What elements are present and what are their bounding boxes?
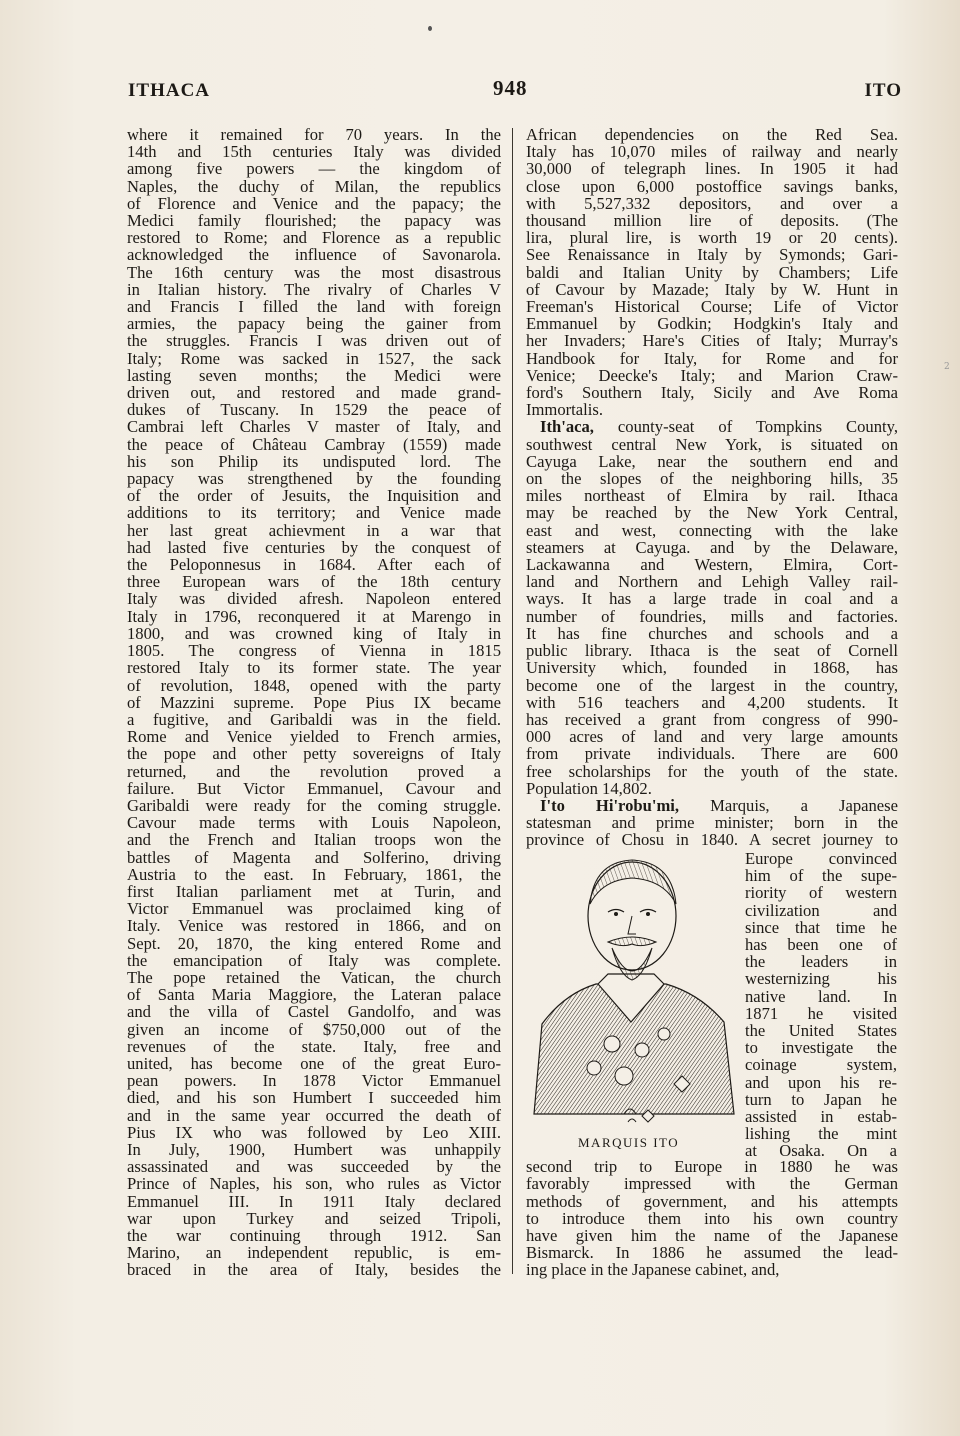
text-line: to introduce them into his own country xyxy=(526,1208,898,1228)
text-line: 30,000 of telegraph lines. In 1905 it had xyxy=(526,159,898,179)
text-line: Cambrai left Charles V master of Italy, and xyxy=(127,417,501,437)
text-line: ford's Southern Italy, Sicily and Ave Roma xyxy=(526,383,898,403)
text-line: returned, and the revolution proved a xyxy=(127,761,501,781)
text-line: methods of government, and his attempts xyxy=(526,1191,898,1211)
text-line: revenues of the state. Italy, free and xyxy=(127,1036,501,1056)
text-line: become one of the largest in the country, xyxy=(526,675,898,695)
text-line: Marquis, a Japanese xyxy=(679,795,898,815)
text-line: have given him the name of the Japanese xyxy=(526,1225,898,1245)
text-line: Cavour made terms with Louis Napoleon, xyxy=(127,813,501,833)
text-line: riority of western xyxy=(745,883,897,903)
text-line: free scholarships for the youth of the state. xyxy=(526,761,898,781)
text-line: among five powers — the kingdom of xyxy=(127,159,501,179)
text-line: united, has become one of the great Euro- xyxy=(127,1053,501,1073)
text-line: and the villa of Castel Gandolfo, and was xyxy=(127,1002,501,1022)
text-line: restored Italy to its former state. The year xyxy=(127,658,501,678)
text-line: Italy. Venice was restored in 1866, and on xyxy=(127,916,501,936)
text-line: and upon his re- xyxy=(745,1072,897,1092)
text-line: Population 14,802. xyxy=(526,778,652,798)
text-line: thousand million lire of deposits. (The xyxy=(526,211,898,231)
text-line: of Mazzini supreme. Pope Pius IX became xyxy=(127,692,501,712)
text-line: turn to Japan he xyxy=(745,1089,897,1109)
text-line: 1800, and was crowned king of Italy in xyxy=(127,623,501,643)
left-column xyxy=(127,126,501,1279)
marquis-ito-portrait xyxy=(524,844,738,1130)
text-line: war upon Turkey and seized Tripoli, xyxy=(127,1208,501,1228)
text-line: 1805. The congress of Vienna in 1815 xyxy=(127,641,501,661)
text-line: acknowledged the influence of Savonarola. xyxy=(127,245,501,265)
text-line: has been one of xyxy=(745,935,897,955)
text-line: the United States xyxy=(745,1021,897,1041)
text-line: It has fine churches and schools and a xyxy=(526,623,898,643)
text-line: the struggles. Francis I was driven out of xyxy=(127,331,501,351)
column-divider xyxy=(512,128,513,1274)
text-line: where it remained for 70 years. In the xyxy=(127,125,501,144)
text-line: University which, founded in 1868, has xyxy=(526,658,898,678)
text-line: statesman and prime minister; born in the xyxy=(526,813,898,833)
page-header xyxy=(128,78,902,106)
header-left-word: ITHACA xyxy=(128,80,211,101)
text-line: favorably impressed with the German xyxy=(526,1174,898,1194)
text-line: a fugitive, and Garibaldi was in the field. xyxy=(127,709,501,729)
text-line: Sept. 20, 1870, the king entered Rome and xyxy=(127,933,501,953)
text-line: on the slopes of the neighboring hills, 35 xyxy=(526,469,898,489)
text-line: at Osaka. On a xyxy=(745,1141,897,1161)
text-line: of Cavour by Mazade; Italy by W. Hunt in xyxy=(526,279,898,299)
text-line: Emmanuel III. In 1911 Italy declared xyxy=(127,1191,501,1211)
text-line: Immortalis. xyxy=(526,400,603,420)
text-line: with 5,527,332 depositors, and over a xyxy=(526,193,898,213)
text-line: civilization and xyxy=(745,900,897,920)
text-line: number of foundries, mills and factories. xyxy=(526,606,898,626)
text-line: southwest central New York, is situated on xyxy=(526,434,898,454)
text-line: the pope and other petty sovereigns of Italy xyxy=(127,744,501,764)
text-line: Pius IX who was followed by Leo XIII. xyxy=(127,1122,501,1142)
text-line: restored to Rome; and Florence as a republic xyxy=(127,228,501,248)
text-line: Venice; Deecke's Italy; and Marion Craw- xyxy=(526,365,898,385)
text-line: battles of Magenta and Solferino, driving xyxy=(127,847,501,867)
text-line: ing place in the Japanese cabinet, and, xyxy=(526,1260,780,1280)
text-line: Marino, an independent republic, is em- xyxy=(127,1243,501,1263)
text-line: coinage system, xyxy=(745,1055,897,1075)
ito-wrapped-text xyxy=(745,850,897,1160)
text-line: ways. It has a large trade in coal and a xyxy=(526,589,898,609)
text-line: Lackawanna and Western, Elmira, Cort- xyxy=(526,555,898,575)
text-line: baldi and Italian Unity by Chambers; Life xyxy=(526,262,898,282)
text-line: braced in the area of Italy, besides the xyxy=(127,1260,501,1280)
text-line: Rome and Venice yielded to French armies, xyxy=(127,727,501,747)
text-line: 14th and 15th centuries Italy was divided xyxy=(127,142,501,162)
text-line: province of Chosu in 1840. A secret journey to xyxy=(526,830,898,850)
text-line: county-seat of Tompkins County, xyxy=(593,417,898,437)
text-line: and Francis I filled the land with foreign xyxy=(127,297,501,317)
text-line: Naples, the duchy of Milan, the republics xyxy=(127,176,501,196)
text-line: Garibaldi were ready for the coming struggle. xyxy=(127,795,501,815)
text-line: of Santa Maria Maggiore, the Lateran palace xyxy=(127,985,501,1005)
portrait-caption: MARQUIS ITO xyxy=(578,1135,680,1150)
text-line: died, and his son Humbert I succeeded him xyxy=(127,1088,501,1108)
margin-mark: 2 xyxy=(944,362,950,372)
text-line: lira, plural lire, is worth 19 or 20 cents). xyxy=(526,228,898,248)
text-line: in Italian history. The rivalry of Charles V xyxy=(127,279,501,299)
text-line: the emancipation of Italy was complete. xyxy=(127,950,501,970)
text-line: and in the same year occurred the death of xyxy=(127,1105,501,1125)
text-line: Cayuga Lake, near the southern end and xyxy=(526,451,898,471)
header-right-word: ITO xyxy=(864,80,902,101)
text-line: three European wars of the 18th century xyxy=(127,572,501,592)
text-line: lasting seven months; the Medici were xyxy=(127,365,501,385)
text-line: close upon 6,000 postoffice savings banks, xyxy=(526,176,898,196)
text-line: has received a grant from congress of 990- xyxy=(526,709,898,729)
text-line: the peace of Château Cambray (1559) made xyxy=(127,434,501,454)
text-line: Europe convinced xyxy=(745,849,897,868)
text-line: failure. But Victor Emmanuel, Cavour and xyxy=(127,778,501,798)
text-line: 1871 he visited xyxy=(745,1003,897,1023)
text-line: Emmanuel by Godkin; Hodgkin's Italy and xyxy=(526,314,898,334)
text-line: him of the supe- xyxy=(745,866,897,886)
text-line: African dependencies on the Red Sea. xyxy=(526,125,898,144)
text-line: pean powers. In 1878 Victor Emmanuel xyxy=(127,1071,501,1091)
text-line: Italy was divided afresh. Napoleon entered xyxy=(127,589,501,609)
text-line: lishing the mint xyxy=(745,1124,897,1144)
text-line: dukes of Tuscany. In 1529 the peace of xyxy=(127,400,501,420)
text-line: land and Northern and Lehigh Valley rail- xyxy=(526,572,898,592)
text-line: assisted in estab- xyxy=(745,1107,897,1127)
text-line: 000 acres of land and very large amounts xyxy=(526,727,898,747)
text-line: of the order of Jesuits, the Inquisition and xyxy=(127,486,501,506)
text-line: given an income of $750,000 out of the xyxy=(127,1019,501,1039)
text-line: Italy has 10,070 miles of railway and nearly xyxy=(526,142,898,162)
text-line: papacy was strengthened by the founding xyxy=(127,469,501,489)
text-line: The 16th century was the most disastrous xyxy=(127,262,501,282)
text-line: Victor Emmanuel was proclaimed king of xyxy=(127,899,501,919)
text-line: Austria to the east. In February, 1861, the xyxy=(127,864,501,884)
text-line: Bismarck. In 1886 he assumed the lead- xyxy=(526,1243,898,1263)
text-line: since that time he xyxy=(745,917,897,937)
text-line: native land. In xyxy=(745,986,897,1006)
text-line: miles northeast of Elmira by rail. Ithaca xyxy=(526,486,898,506)
page-number: 948 xyxy=(493,76,528,100)
text-line: her Invaders; Hare's Cities of Italy; Murray's xyxy=(526,331,898,351)
text-line: Medici family flourished; the papacy was xyxy=(127,211,501,231)
text-line: the war continuing through 1912. San xyxy=(127,1226,501,1245)
ito-headword: I'to Hi'robu'mi, xyxy=(540,795,680,815)
text-line: In July, 1900, Humbert was unhappily xyxy=(127,1139,501,1159)
text-line: first Italian parliament met at Turin, and xyxy=(127,881,501,901)
text-line: of revolution, 1848, opened with the party xyxy=(127,675,501,695)
text-line: of Florence and Venice and the papacy; the xyxy=(127,193,501,213)
ithaca-entry-first-line xyxy=(526,418,898,435)
text-line: Freeman's Historical Course; Life of Victor xyxy=(526,297,898,317)
text-line: The pope retained the Vatican, the church xyxy=(127,967,501,987)
text-line: and the French and Italian troops won the xyxy=(127,830,501,850)
text-line: her last great achievment in a war that xyxy=(127,520,501,540)
ito-entry-first-line xyxy=(526,797,898,814)
text-line: second trip to Europe in 1880 he was xyxy=(526,1157,898,1177)
text-line: to investigate the xyxy=(745,1038,897,1058)
text-line: assassinated and was succeeded by the xyxy=(127,1157,501,1177)
text-line: from private individuals. There are 600 xyxy=(526,744,898,764)
text-line: may be reached by the New York Central, xyxy=(526,503,898,523)
text-line: public library. Ithaca is the seat of Cornell xyxy=(526,641,898,661)
ithaca-headword: Ith'aca, xyxy=(540,417,594,437)
ink-dot xyxy=(428,26,432,31)
text-line: See Renaissance in Italy by Symonds; Gari- xyxy=(526,245,898,265)
text-line: driven out, and restored and made grand- xyxy=(127,383,501,403)
text-line: the Peloponnesus in 1684. After each of xyxy=(127,555,501,575)
text-line: the leaders in xyxy=(745,952,897,972)
text-line: with 516 teachers and 4,200 students. It xyxy=(526,692,898,712)
text-line: armies, the papacy being the gainer from xyxy=(127,314,501,334)
text-line: additions to its territory; and Venice made xyxy=(127,503,501,523)
text-line: westernizing his xyxy=(745,969,897,989)
text-line: Italy in 1796, reconquered it at Marengo in xyxy=(127,606,501,626)
text-line: had lasted five centuries by the conquest of xyxy=(127,537,501,557)
text-line: east and west, connecting with the lake xyxy=(526,520,898,540)
text-line: Prince of Naples, his son, who rules as Victor xyxy=(127,1174,501,1194)
text-line: Handbook for Italy, for Rome and for xyxy=(526,348,898,368)
text-line: Italy; Rome was sacked in 1527, the sack xyxy=(127,348,501,368)
text-line: his son Philip its undisputed lord. The xyxy=(127,451,501,471)
text-line: steamers at Cayuga. and by the Delaware, xyxy=(526,537,898,557)
